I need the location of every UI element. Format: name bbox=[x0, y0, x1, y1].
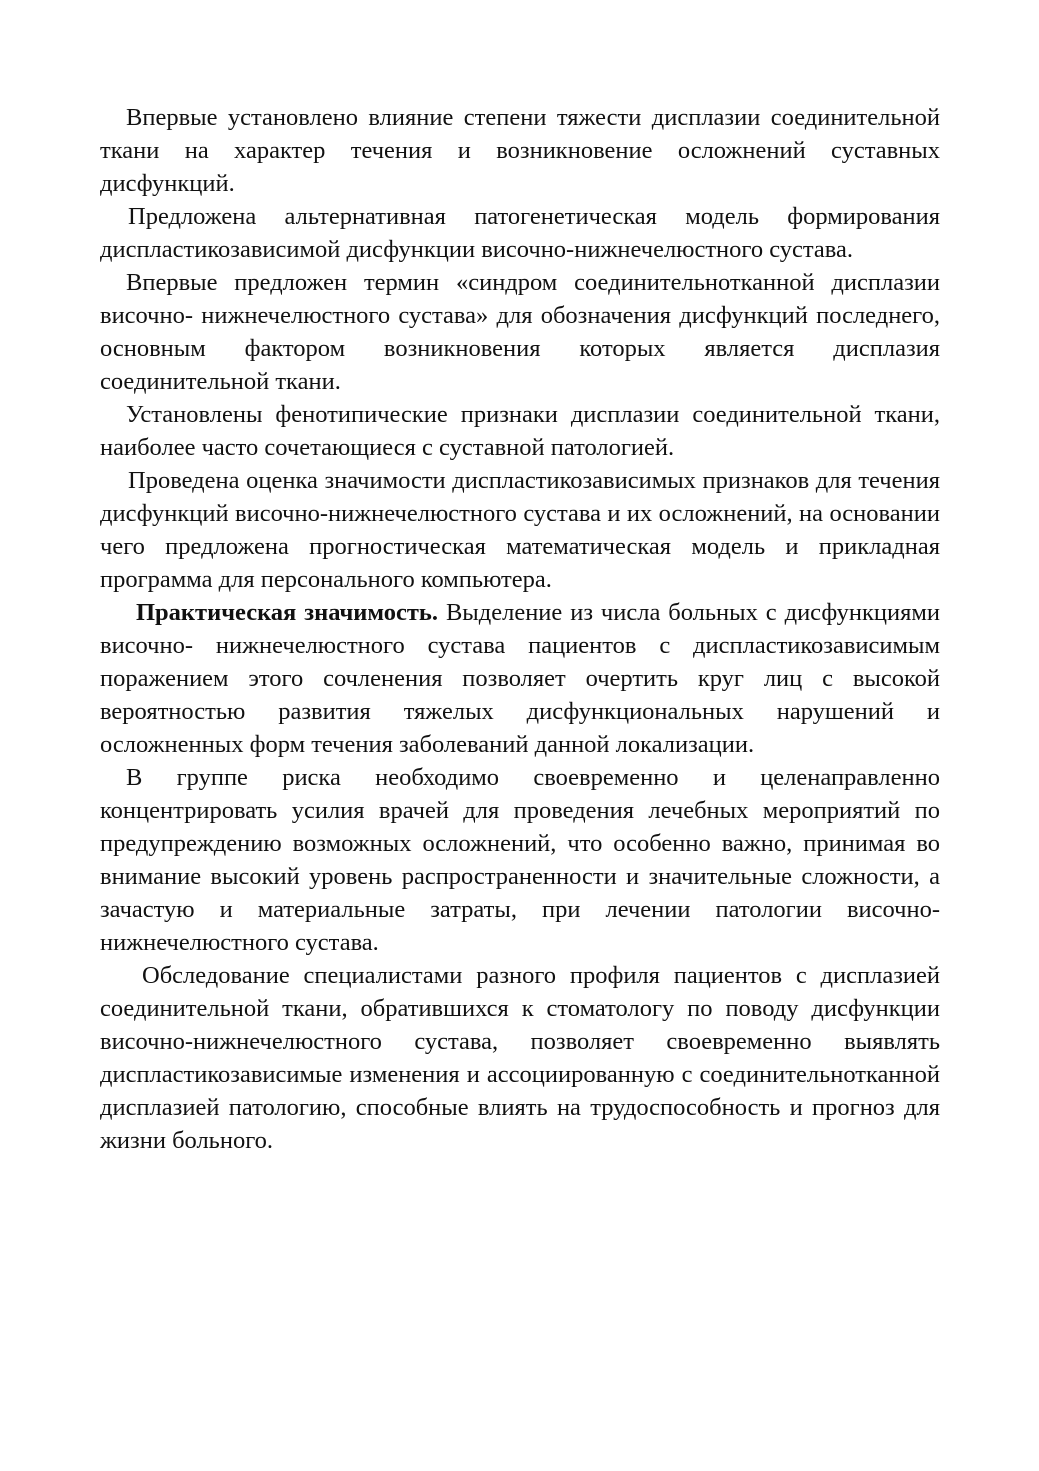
paragraph-text: Проведена оценка значимости диспластикозависимых признаков для течения дисфункций височно-нижнечелюстного сустава и их осложнений, на основании чего предложена прогностическая математическая модель и прикладная программа для персонального компьютера. bbox=[100, 467, 940, 593]
document-page bbox=[100, 101, 940, 1157]
paragraph-novelty-3 bbox=[100, 266, 940, 398]
paragraph-text: Предложена альтернативная патогенетическая модель формирования диспластикозависимой дисфункции височно-нижнечелюстного сустава. bbox=[100, 203, 940, 263]
paragraph-novelty-2 bbox=[100, 200, 940, 266]
paragraph-novelty-4 bbox=[100, 398, 940, 464]
paragraph-examination bbox=[100, 959, 940, 1157]
paragraph-text: Впервые предложен термин «синдром соединительнотканной дисплазии височно- нижнечелюстного сустава» для обозначения дисфункций последнего, основным фактором возникновения которых является дисплазия соединительной ткани. bbox=[100, 269, 940, 395]
section-heading: Практическая значимость. bbox=[136, 599, 439, 626]
paragraph-practical-significance bbox=[100, 596, 940, 761]
paragraph-novelty-5 bbox=[100, 464, 940, 596]
paragraph-text: Выделение из числа больных с дисфункциями височно- нижнечелюстного сустава пациентов с диспластикозависимым поражением этого сочленения позволяет очертить круг лиц с высокой вероятностью развития тяжелых дисфункциональных нарушений и осложненных форм течения заболеваний данной локализации. bbox=[100, 599, 940, 758]
paragraph-text: Впервые установлено влияние степени тяжести дисплазии соединительной ткани на характер течения и возникновение осложнений суставных дисфункций. bbox=[100, 104, 940, 197]
paragraph-text: В группе риска необходимо своевременно и целенаправленно концентрировать усилия врачей для проведения лечебных мероприятий по предупреждению возможных осложнений, что особенно важно, принимая во внимание высокий уровень распространенности и значительные сложности, а зачастую и материальные затраты, при лечении патологии височно-нижнечелюстного сустава. bbox=[100, 764, 940, 956]
paragraph-text: Установлены фенотипические признаки дисплазии соединительной ткани, наиболее часто сочетающиеся с суставной патологией. bbox=[100, 401, 940, 461]
paragraph-text: Обследование специалистами разного профиля пациентов с дисплазией соединительной ткани, обратившихся к стоматологу по поводу дисфункции височно-нижнечелюстного сустава, позволяет своевременно выявлять диспластикозависимые изменения и ассоциированную с соединительнотканной дисплазией патологию, способные влиять на трудоспособность и прогноз для жизни больного. bbox=[100, 962, 940, 1154]
paragraph-risk-group bbox=[100, 761, 940, 959]
paragraph-novelty-1 bbox=[100, 101, 940, 200]
